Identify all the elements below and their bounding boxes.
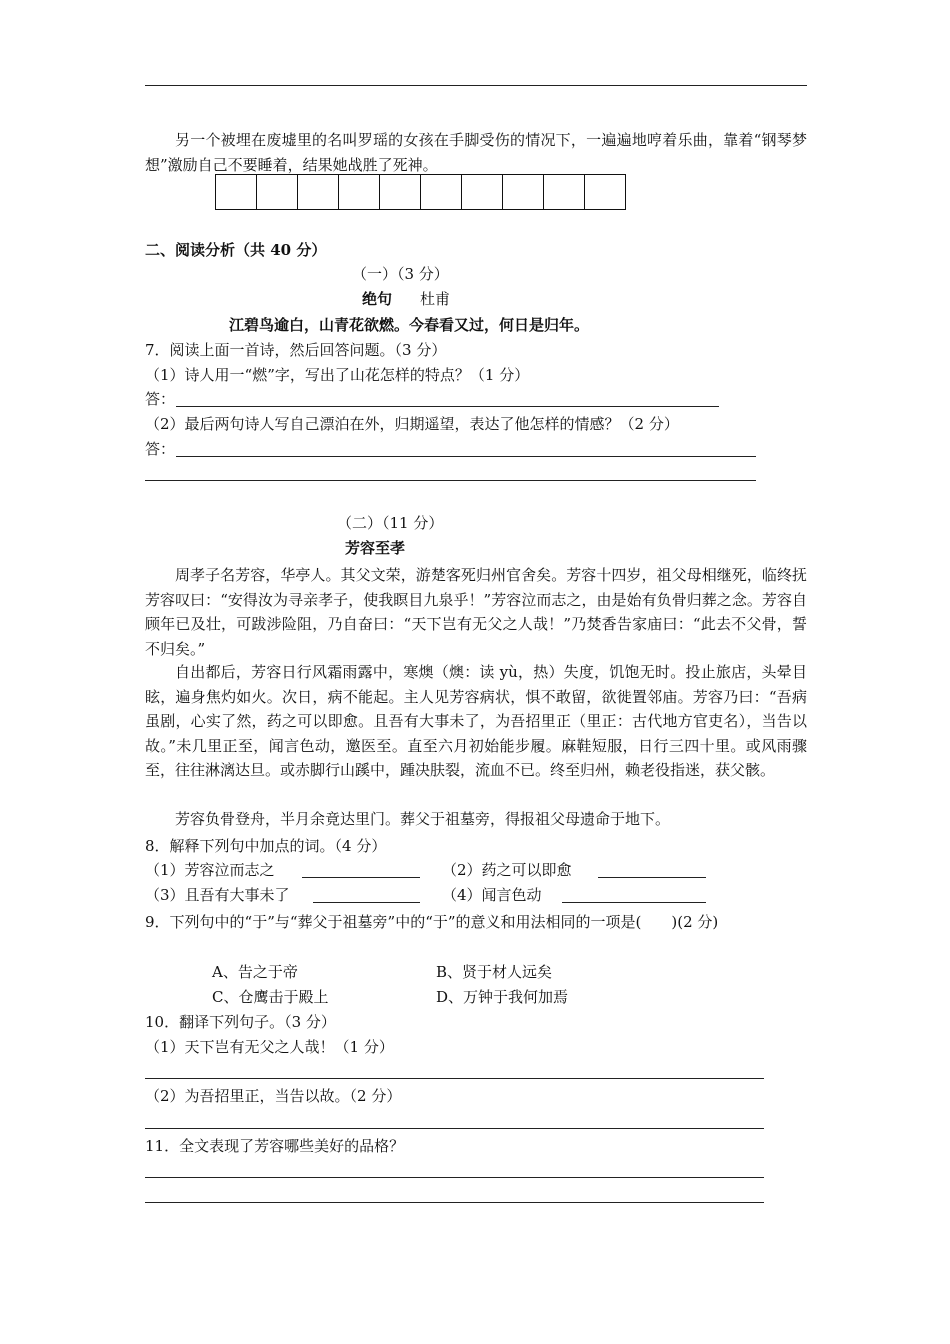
answer-line[interactable] <box>302 877 420 878</box>
poem-author: 杜甫 <box>420 290 451 308</box>
answer-line[interactable] <box>145 480 756 481</box>
passage-paragraph: 自出都后，芳容日行风霜雨露中，寒燠（燠：读 yù，热）失度，饥饱无时。投止旅店，头晕目眩，遍身焦灼如火。次日，病不能起。主人见芳容病状，惧不敢留，欲徙置邻庙。芳容乃曰：“吾病虽剧，心实了然，药之可以即愈。且吾有大事未了，为吾招里正（里正：古代地方官吏名），当告以故。”未几里正至，闻言色动，邀医至。直至六月初始能步履。麻鞋短服，日行三四十里。或风雨骤至，往往淋漓达旦。或赤脚行山蹊中，踵决肤裂，流血不已。终至归州，赖老役指迷，获父骸。 <box>145 663 807 779</box>
question-8: 8．解释下列句中加点的词。（4 分） <box>145 837 387 855</box>
answer-line[interactable] <box>145 1128 764 1129</box>
part1-heading: （一）（3 分） <box>352 265 449 283</box>
answer-line[interactable] <box>145 1202 764 1203</box>
question-8-1: （1）芳容泣而志之 <box>145 861 275 879</box>
question-7-2: （2）最后两句诗人写自己漂泊在外，归期遥望，表达了他怎样的情感？（2 分） <box>145 415 679 433</box>
answer-line[interactable] <box>176 406 719 407</box>
grid-cell[interactable] <box>543 174 585 210</box>
option-d[interactable]: D、万钟于我何加焉 <box>436 988 569 1006</box>
answer-line[interactable] <box>145 1177 764 1178</box>
poem-title: 绝句 <box>362 290 393 308</box>
question-10-1: （1）天下岂有无父之人哉！（1 分） <box>145 1038 394 1056</box>
grid-cell[interactable] <box>420 174 462 210</box>
answer-line[interactable] <box>598 877 706 878</box>
answer-label: 答： <box>145 440 176 458</box>
question-10: 10．翻译下列句子。（3 分） <box>145 1013 336 1031</box>
passage-title: 芳容至孝 <box>345 539 406 557</box>
option-b[interactable]: B、贤于材人远矣 <box>436 963 553 981</box>
grid-cell[interactable] <box>379 174 421 210</box>
question-11: 11．全文表现了芳容哪些美好的品格？ <box>145 1137 405 1155</box>
passage-paragraph: 周孝子名芳容，华亭人。其父文荣，游楚客死归州官舍矣。芳容十四岁，祖父母相继死，临终抚芳容叹曰：“安得汝为寻亲孝子，使我瞑目九泉乎！”芳容泣而志之，由是始有负骨归葬之念。芳容自顾年已及壮，可跋涉险阻，乃自奋曰：“天下岂有无父之人哉！”乃焚香告家庙曰：“此去不父骨，誓不归矣。” <box>145 566 807 658</box>
option-a[interactable]: A、告之于帝 <box>212 963 298 981</box>
grid-cell[interactable] <box>502 174 544 210</box>
grid-cell[interactable] <box>297 174 339 210</box>
answer-line[interactable] <box>562 902 706 903</box>
grid-cell[interactable] <box>215 174 257 210</box>
question-10-2: （2）为吾招里正，当告以故。（2 分） <box>145 1087 402 1105</box>
answer-line[interactable] <box>313 902 420 903</box>
poem-text: 江碧鸟逾白，山青花欲燃。今春看又过，何日是归年。 <box>229 316 590 334</box>
question-7: 7．阅读上面一首诗，然后回答问题。（3 分） <box>145 341 447 359</box>
grid-cell[interactable] <box>584 174 626 210</box>
answer-grid[interactable] <box>215 174 626 210</box>
question-8-4: （4）闻言色动 <box>442 886 542 904</box>
answer-label: 答： <box>145 390 176 408</box>
question-7-1: （1）诗人用一“燃”字，写出了山花怎样的特点？（1 分） <box>145 366 530 384</box>
part2-heading: （二）（11 分） <box>337 514 444 532</box>
intro-paragraph: 另一个被埋在废墟里的名叫罗瑶的女孩在手脚受伤的情况下，一遍遍地哼着乐曲，靠着“钢琴梦想”激励自己不要睡着，结果她战胜了死神。 <box>145 131 807 174</box>
answer-line[interactable] <box>145 1078 764 1079</box>
grid-cell[interactable] <box>338 174 380 210</box>
passage-paragraph: 芳容负骨登舟，半月余竟达里门。葬父于祖墓旁，得报祖父母遗命于地下。 <box>175 810 671 828</box>
option-c[interactable]: C、仓鹰击于殿上 <box>212 988 329 1006</box>
question-8-2: （2）药之可以即愈 <box>442 861 572 879</box>
section-title: 二、阅读分析（共 40 分） <box>145 241 327 259</box>
grid-cell[interactable] <box>256 174 298 210</box>
question-9: 9．下列句中的“于”与“葬父于祖墓旁”中的“于”的意义和用法相同的一项是( )(2 分) <box>145 913 719 931</box>
question-8-3: （3）且吾有大事未了 <box>145 886 290 904</box>
header-rule <box>145 85 807 86</box>
answer-line[interactable] <box>176 456 756 457</box>
grid-cell[interactable] <box>461 174 503 210</box>
